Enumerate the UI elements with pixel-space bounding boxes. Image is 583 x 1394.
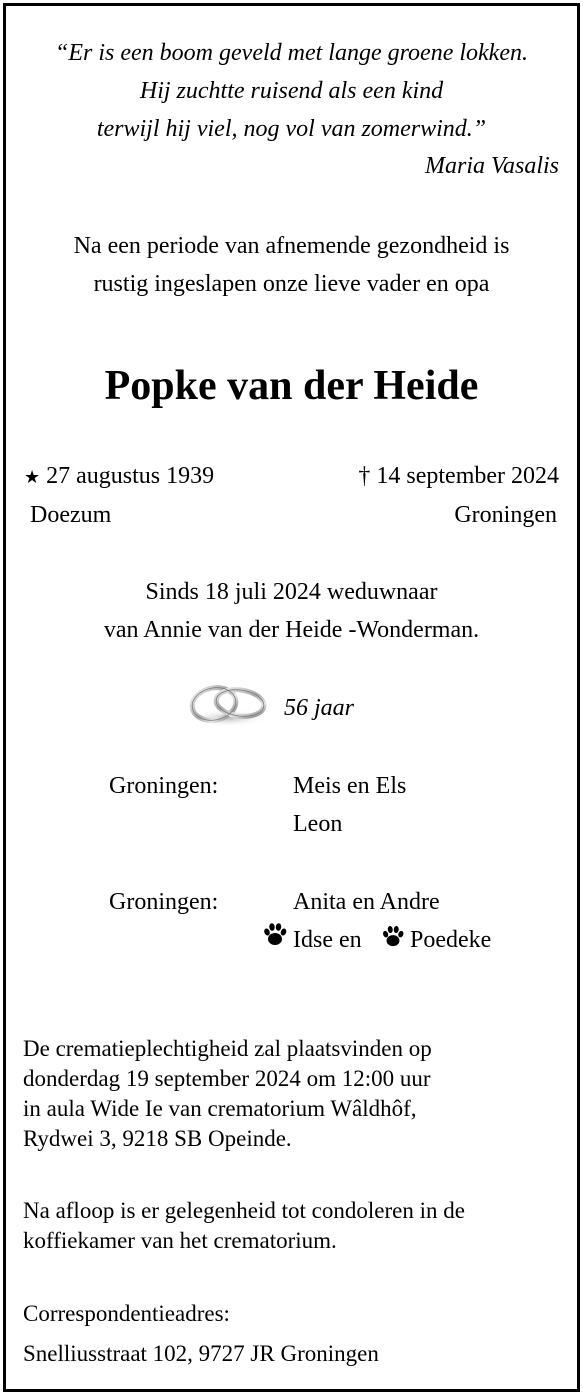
correspondence-label: Correspondentieadres: [23,1301,230,1326]
intro-line-1: Na een periode van afnemende gezondheid is [73,233,510,259]
ceremony-line-1: De crematieplechtigheid zal plaatsvinden op [23,1036,432,1061]
ceremony-line-2: donderdag 19 september 2024 om 12:00 uur [23,1066,431,1091]
birth-date-text: 27 augustus 1939 [46,463,215,489]
correspondence-address: Snelliusstraat 102, 9727 JR Groningen [23,1341,379,1366]
family-1-place: Groningen: [109,773,219,799]
birth-place: Doezum [30,502,112,528]
family-1-name-1: Meis en Els [293,773,407,799]
paw-icon [262,921,288,947]
family-2-place: Groningen: [109,889,219,915]
deceased-name: Popke van der Heide [104,363,479,409]
condolence-line-1: Na afloop is er gelegenheid tot condoleren in de [23,1198,465,1223]
death-date-text: 14 september 2024 [376,463,559,489]
birth-date [24,457,214,497]
ceremony-line-4: Rydwei 3, 9218 SB Opeinde. [23,1126,292,1151]
family-1-name-2: Leon [293,811,343,837]
death-date [358,457,559,495]
pet-name-2: Poedeke [410,927,492,953]
family-2-name-1: Anita en Andre [293,889,440,915]
death-place: Groningen [454,502,557,528]
poem-line-2: Hij zuchtte ruisend als een kind [139,78,444,104]
poem-line-1: “Er is een boom geveld met lange groene lokken. [55,40,528,66]
star-icon: ★ [24,467,41,488]
poem-line-3: terwijl hij viel, nog vol van zomerwind.” [96,116,487,142]
marriage-years: 56 jaar [284,695,355,721]
cross-icon: † [358,463,371,489]
condolence-line-2: koffiekamer van het crematorium. [23,1228,337,1253]
intro-line-2: rustig ingeslapen onze lieve vader en opa [93,271,490,297]
widower-line-1: Sinds 18 juli 2024 weduwnaar [145,579,438,605]
wedding-rings-icon [184,678,272,730]
poem-author: Maria Vasalis [424,153,559,179]
widower-line-2: van Annie van der Heide -Wonderman. [103,617,480,643]
ceremony-line-3: in aula Wide Ie van crematorium Wâldhôf, [23,1096,417,1121]
pet-name-1: Idse en [293,927,362,953]
notice-frame [3,3,580,1392]
paw-icon [381,924,405,948]
